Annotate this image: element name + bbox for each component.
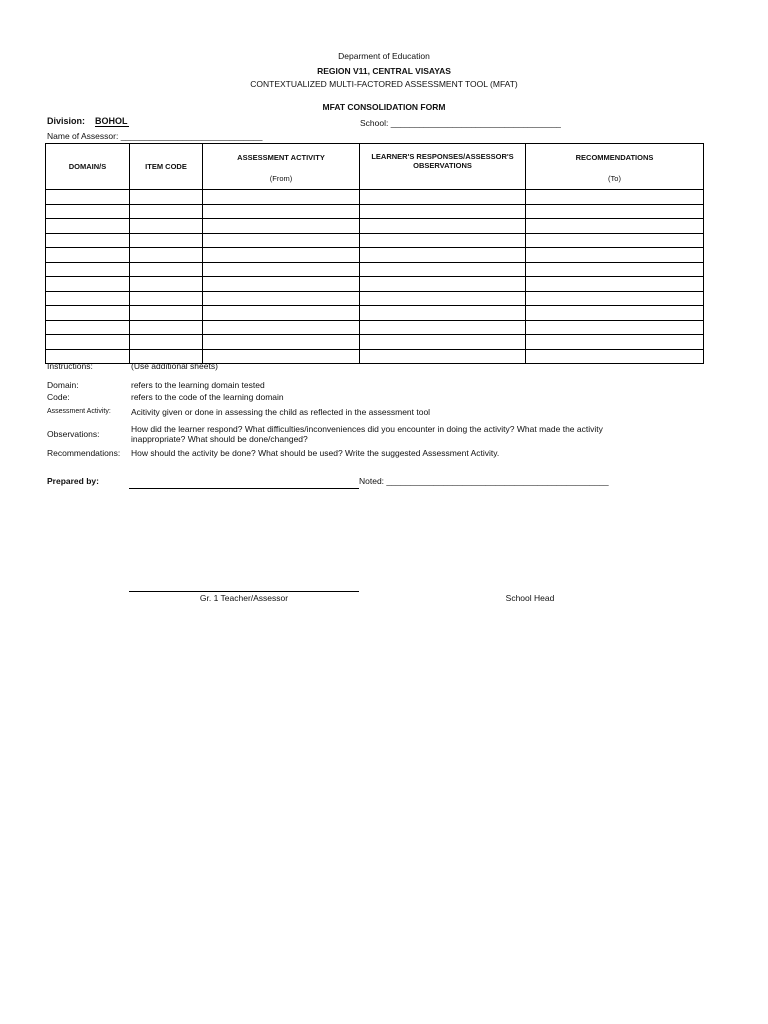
table-row	[46, 277, 704, 292]
table-cell[interactable]	[526, 335, 704, 350]
table-cell[interactable]	[130, 320, 203, 335]
table-header-row	[46, 144, 704, 190]
table-cell[interactable]	[360, 277, 526, 292]
col-learner-responses: LEARNER'S RESPONSES/ASSESSOR'S OBSERVATIONS	[360, 144, 526, 190]
table-cell[interactable]	[130, 262, 203, 277]
table-cell[interactable]	[203, 320, 360, 335]
table-cell[interactable]	[360, 262, 526, 277]
instructions-note: (Use additional sheets)	[131, 361, 218, 371]
table-cell[interactable]	[203, 204, 360, 219]
table-cell[interactable]	[130, 233, 203, 248]
table-cell[interactable]	[526, 320, 704, 335]
table-cell[interactable]	[46, 233, 130, 248]
instructions-label: Instructions:	[47, 361, 93, 371]
table-cell[interactable]	[203, 219, 360, 234]
prepared-by-line	[129, 488, 359, 489]
department-name: Deparment of Education	[338, 51, 430, 61]
table-row	[46, 233, 704, 248]
table-cell[interactable]	[526, 233, 704, 248]
table-cell[interactable]	[526, 291, 704, 306]
table-cell[interactable]	[46, 291, 130, 306]
table-cell[interactable]	[46, 277, 130, 292]
table-cell[interactable]	[526, 190, 704, 205]
table-cell[interactable]	[526, 248, 704, 263]
table-row	[46, 306, 704, 321]
table-cell[interactable]	[203, 349, 360, 364]
table-cell[interactable]	[360, 190, 526, 205]
table-cell[interactable]	[130, 204, 203, 219]
region-name: REGION V11, CENTRAL VISAYAS	[317, 66, 451, 76]
table-cell[interactable]	[203, 262, 360, 277]
code-term: Code:	[47, 392, 70, 402]
table-cell[interactable]	[203, 335, 360, 350]
col-assessment-activity: ASSESSMENT ACTIVITY (From)	[203, 144, 360, 190]
table-cell[interactable]	[360, 248, 526, 263]
col-item-code: ITEM CODE	[130, 144, 203, 190]
recommendations-definition: How should the activity be done? What should be used? Write the suggested Assessment Activity.	[131, 448, 500, 458]
table-cell[interactable]	[526, 262, 704, 277]
col-domain: DOMAIN/S	[46, 144, 130, 190]
code-definition: refers to the code of the learning domain	[131, 392, 284, 402]
recommendations-term: Recommendations:	[47, 448, 121, 458]
tool-name: CONTEXTUALIZED MULTI-FACTORED ASSESSMENT TOOL (MFAT)	[250, 79, 518, 89]
table-cell[interactable]	[360, 335, 526, 350]
table-cell[interactable]	[130, 248, 203, 263]
table-cell[interactable]	[46, 190, 130, 205]
division-label: Division:	[47, 116, 86, 126]
teacher-signature-line	[129, 591, 359, 592]
table-cell[interactable]	[46, 204, 130, 219]
table-cell[interactable]	[46, 262, 130, 277]
table-cell[interactable]	[130, 291, 203, 306]
table-cell[interactable]	[130, 335, 203, 350]
domain-term: Domain:	[47, 380, 79, 390]
table-cell[interactable]	[203, 291, 360, 306]
table-cell[interactable]	[130, 219, 203, 234]
prepared-by-label: Prepared by:	[47, 476, 99, 486]
division-value: BOHOL	[95, 116, 128, 126]
noted-field: Noted: _______________________________________________	[359, 476, 609, 486]
col-recommendations: RECOMMENDATIONS (To)	[526, 144, 704, 190]
form-title: MFAT CONSOLIDATION FORM	[322, 102, 446, 112]
table-cell[interactable]	[46, 306, 130, 321]
table-row	[46, 190, 704, 205]
table-cell[interactable]	[203, 233, 360, 248]
table-cell[interactable]	[130, 277, 203, 292]
table-cell[interactable]	[46, 248, 130, 263]
teacher-title: Gr. 1 Teacher/Assessor	[199, 593, 289, 603]
table-row	[46, 291, 704, 306]
table-cell[interactable]	[360, 219, 526, 234]
table-row	[46, 335, 704, 350]
school-field: School: ____________________________________	[360, 118, 561, 128]
table-cell[interactable]	[360, 306, 526, 321]
table-cell[interactable]	[526, 277, 704, 292]
table-row	[46, 219, 704, 234]
table-row	[46, 248, 704, 263]
observations-definition: How did the learner respond? What difficulties/inconveniences did you encounter in doing the activity? What made the activity	[131, 424, 603, 434]
table-cell[interactable]	[203, 306, 360, 321]
table-cell[interactable]	[360, 320, 526, 335]
table-row	[46, 320, 704, 335]
table-cell[interactable]	[526, 204, 704, 219]
table-cell[interactable]	[360, 204, 526, 219]
table-cell[interactable]	[203, 277, 360, 292]
school-head-title: School Head	[505, 593, 555, 603]
table-cell[interactable]	[130, 306, 203, 321]
table-cell[interactable]	[203, 190, 360, 205]
table-cell[interactable]	[360, 349, 526, 364]
table-cell[interactable]	[360, 291, 526, 306]
consolidation-table	[45, 143, 704, 364]
domain-definition: refers to the learning domain tested	[131, 380, 265, 390]
table-cell[interactable]	[46, 335, 130, 350]
table-cell[interactable]	[130, 190, 203, 205]
table-row	[46, 262, 704, 277]
observations-definition-cont: inappropriate? What should be done/changed?	[131, 434, 308, 444]
table-cell[interactable]	[46, 320, 130, 335]
assessor-field: Name of Assessor: ______________________________	[47, 131, 263, 141]
activity-term: Assessment Activity:	[47, 408, 111, 415]
table-cell[interactable]	[46, 219, 130, 234]
table-cell[interactable]	[203, 248, 360, 263]
table-cell[interactable]	[526, 219, 704, 234]
observations-term: Observations:	[47, 429, 100, 439]
table-cell[interactable]	[526, 349, 704, 364]
table-cell[interactable]	[526, 306, 704, 321]
table-row	[46, 204, 704, 219]
activity-definition: Acitivity given or done in assessing the child as reflected in the assessment tool	[131, 407, 431, 417]
table-cell[interactable]	[360, 233, 526, 248]
